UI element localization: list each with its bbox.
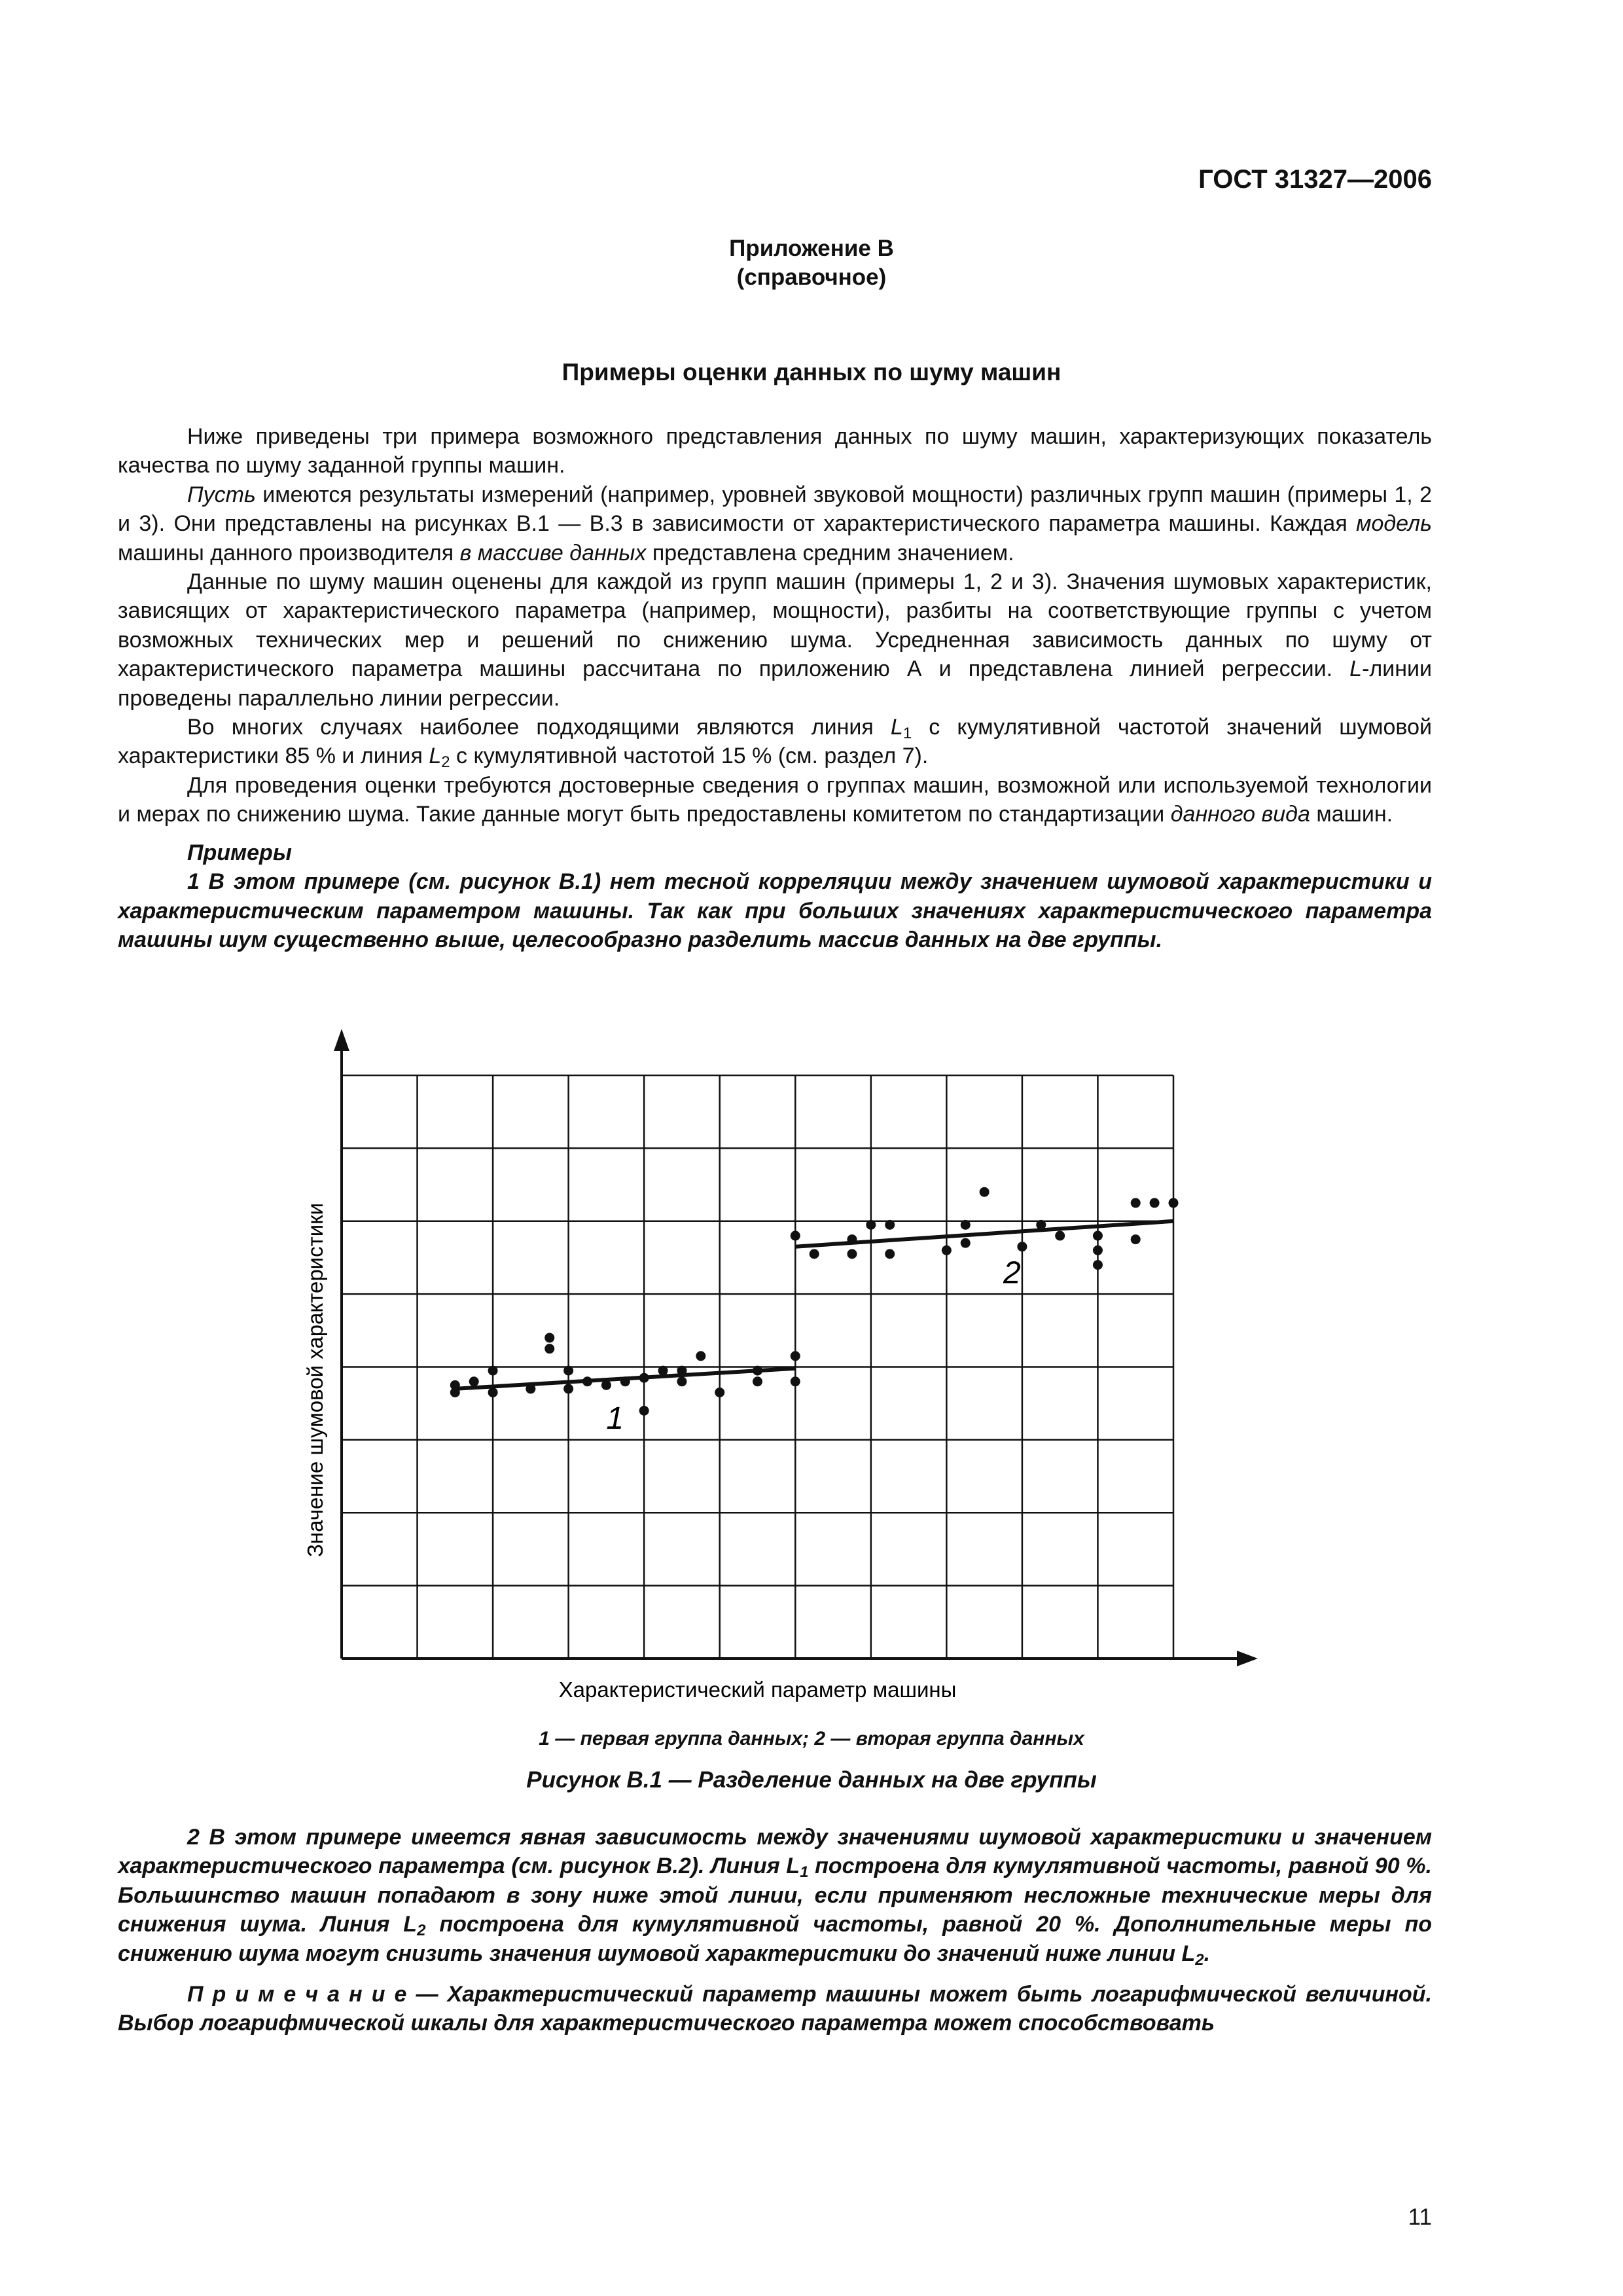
data-point-group-2: [1093, 1260, 1103, 1270]
appendix-title: Приложение В: [729, 236, 894, 261]
page-number: 11: [1408, 2204, 1432, 2230]
data-point-group-1: [715, 1388, 724, 1397]
data-point-group-1: [658, 1366, 668, 1376]
paragraph-3: Данные по шуму машин оценены для каждой из групп машин (примеры 1, 2 и 3). Значения шумовых характеристик, зависящих от характеристического параметра (например, мощности), разбиты на соответствующие группы с учетом возможных технических мер и решений по снижению шума. Усредненная зависимость данных по шуму от характеристического параметра машины рассчитана по приложению А и представлена линией регрессии. L-линии проведены параллельно линии регрессии.: [118, 569, 1432, 711]
data-point-group-1: [469, 1376, 479, 1386]
data-point-group-1: [450, 1380, 460, 1390]
examples-heading: Примеры: [187, 840, 292, 865]
data-point-group-2: [791, 1231, 800, 1241]
body-text: [118, 422, 1432, 954]
group-2-annotation: 2: [1003, 1255, 1021, 1291]
example-2-block: [118, 1823, 1432, 2038]
figure-caption: Рисунок В.1 — Разделение данных на две группы: [526, 1767, 1097, 1793]
data-point-group-2: [847, 1249, 857, 1259]
paragraph-2: Пусть имеются результаты измерений (например, уровней звуковой мощности) различных групп машин (примеры 1, 2 и 3). Они представлены на рисунках В.1 — В.3 в зависимости от характеристического параметра машины. Каждая модель машины данного производителя в массиве данных представлена средним значением.: [118, 482, 1432, 565]
data-point-group-2: [961, 1220, 971, 1230]
data-point-group-2: [1093, 1246, 1103, 1255]
y-axis-label: Значение шумовой характеристики: [303, 1202, 327, 1558]
data-point-group-2: [866, 1220, 876, 1230]
y-axis-arrow: [334, 1029, 349, 1051]
data-point-group-1: [544, 1344, 554, 1354]
x-axis-arrow: [1237, 1651, 1258, 1666]
example-1-text: 1 В этом примере (см. рисунок В.1) нет тесной корреляции между значением шумовой характеристики и характеристическим параметром машины. Так как при больших значениях характеристического параметра машины шум существенно выше, целесообразно разделить массив данных на две группы.: [118, 869, 1432, 952]
data-point-group-2: [847, 1234, 857, 1244]
data-point-group-1: [488, 1366, 498, 1376]
data-point-group-1: [696, 1351, 705, 1361]
data-point-group-2: [885, 1220, 895, 1230]
data-point-group-1: [488, 1388, 498, 1397]
data-point-group-1: [620, 1376, 630, 1386]
data-point-group-2: [1131, 1234, 1141, 1244]
data-point-group-1: [639, 1406, 649, 1416]
data-point-group-1: [563, 1366, 573, 1376]
data-point-group-2: [980, 1187, 990, 1197]
data-point-group-1: [639, 1373, 649, 1383]
data-point-group-1: [601, 1380, 611, 1390]
data-point-group-1: [544, 1333, 554, 1342]
paragraph-4: Во многих случаях наиболее подходящими являются линия $L_1$ с кумулятивной частотой значений шумовой характеристики 85 % и линия $L_2$ с кумулятивной частотой 15 % (см. раздел 7).: [118, 715, 1432, 772]
paragraph-5: Для проведения оценки требуются достоверные сведения о группах машин, возможной или используемой технологии и мерах по снижению шума. Такие данные могут быть предоставлены комитетом по стандартизации данного вида машин.: [118, 772, 1432, 827]
data-point-group-2: [942, 1246, 952, 1255]
data-point-group-1: [753, 1376, 762, 1386]
data-point-group-2: [1093, 1231, 1103, 1241]
data-point-group-2: [1150, 1198, 1160, 1208]
data-point-group-1: [791, 1376, 800, 1386]
data-point-group-2: [810, 1249, 819, 1259]
data-point-group-2: [1036, 1220, 1046, 1230]
section-title: Примеры оценки данных по шуму машин: [562, 359, 1061, 386]
paragraph-1: Ниже приведены три примера возможного представления данных по шуму машин, характеризующих показатель качества по шуму заданной группы машин.: [118, 424, 1432, 478]
figure-legend: 1 — первая группа данных; 2 — вторая группа данных: [539, 1728, 1084, 1749]
regression-lines: [455, 1221, 1173, 1389]
standard-number: ГОСТ 31327—2006: [1198, 165, 1432, 194]
x-axis-label: Характеристический параметр машины: [558, 1677, 957, 1702]
example-2-text: 2 В этом примере имеется явная зависимость между значениями шумовой характеристики и значением характеристического параметра (см. рисунок В.2). Линия $L_1$ построена для кумулятивной частоты, равной 90 %. Большинство машин попадают в зону ниже этой линии, если применяют несложные технические меры для снижения шума. Линия $L_2$ построена для кумулятивной частоты, равной 20 %. Дополнительные меры по снижению шума могут снизить значения шумовой характеристики до значений ниже линии $L_2$.: [118, 1825, 1432, 1969]
data-point-group-2: [961, 1238, 971, 1248]
data-point-group-1: [677, 1366, 687, 1376]
figure-b1-chart: [0, 1021, 1623, 1708]
data-point-group-2: [885, 1249, 895, 1259]
data-point-group-2: [1055, 1231, 1065, 1241]
data-point-group-1: [582, 1376, 592, 1386]
appendix-type: (справочное): [736, 264, 887, 290]
data-point-group-2: [1131, 1198, 1141, 1208]
data-point-group-1: [753, 1366, 762, 1376]
note-text: П р и м е ч а н и е — Характеристический параметр машины может быть логарифмической величиной. Выбор логарифмической шкалы для характеристического параметра может способствовать: [118, 1982, 1433, 2036]
data-point-group-1: [526, 1384, 535, 1393]
data-point-group-2: [1169, 1198, 1179, 1208]
group-1-annotation: 1: [606, 1401, 624, 1437]
data-point-group-2: [1017, 1242, 1027, 1251]
data-point-group-1: [563, 1384, 573, 1393]
data-point-group-1: [677, 1376, 687, 1386]
data-point-group-1: [791, 1351, 800, 1361]
